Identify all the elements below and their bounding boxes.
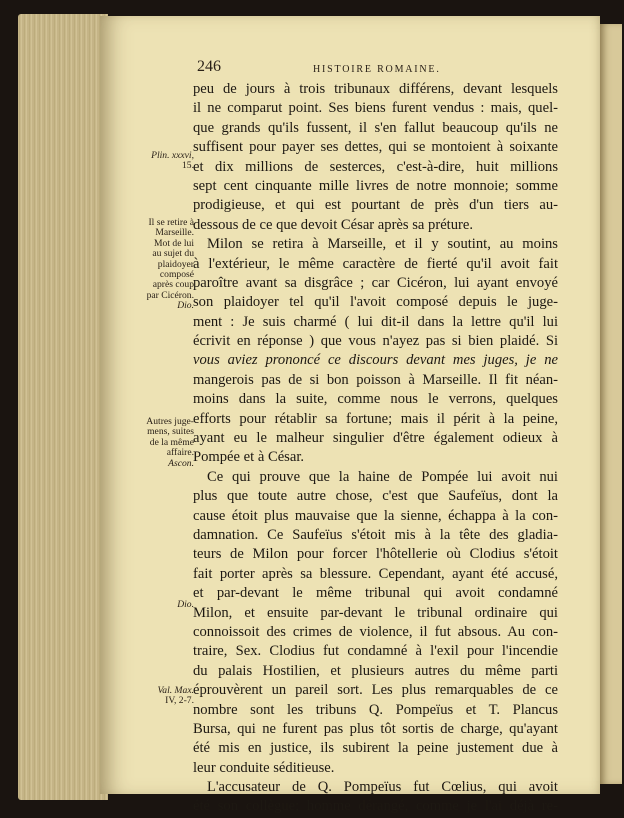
text-line: ment : Je suis charmé ( lui dit-il dans la lettre qu'il lui xyxy=(193,313,558,330)
margin-note-line: Plin. xxxvi, xyxy=(151,150,194,161)
facing-page-edge xyxy=(600,24,622,784)
text-line: été mis en justice, ils subirent la peine justement due à xyxy=(193,740,558,757)
text-line: vous aviez prononcé ce discours devant mes juges, je ne xyxy=(193,352,558,369)
text-line: Milon, et ensuite par-devant le tribunal ordinaire qui xyxy=(193,604,558,621)
margin-note-pliny xyxy=(128,151,194,172)
text-line: Ce qui prouve que la haine de Pompée lui avoit nui xyxy=(207,468,558,485)
page-number: 246 xyxy=(197,58,221,75)
text-line: paroître avant sa disgrâce ; car Cicéron, lui ayant envoyé xyxy=(193,274,558,291)
text-line: cause étoit plus mauvaise que la sienne, échappa à la con- xyxy=(193,507,558,524)
margin-note-line: de la même xyxy=(149,436,194,448)
margin-note-line: Autres juge- xyxy=(146,416,194,427)
text-line: que grands qu'ils fussent, il s'en fallut beaucoup qu'ils ne xyxy=(193,119,558,136)
margin-note-valerius xyxy=(128,686,194,707)
page-header xyxy=(197,58,557,78)
text-line: du palais Hostilien, et plusieurs autres du même parti xyxy=(193,662,558,679)
text-line: à l'extérieur, le même caractère de fierté qu'il avoit fait xyxy=(193,255,558,272)
text-line: Milon se retira à Marseille, et il y soutint, au moins xyxy=(207,236,558,253)
text-line: mangerois pas de si bon poisson à Marseille. Il fit néan- xyxy=(193,371,558,388)
text-line: son plaidoyer tel qu'il l'avoit composé depuis le juge- xyxy=(193,294,558,311)
text-line: peu de jours à trois tribunaux différens, devant lesquels xyxy=(193,81,558,97)
margin-note-line: IV, 2-7. xyxy=(165,695,194,707)
margin-note-line: Dio. xyxy=(177,300,194,312)
margin-note-line: après coup xyxy=(152,279,194,291)
text-line: plus que toute autre chose, c'est que Saufeïus, dont la xyxy=(193,488,558,505)
margin-note-line: par Cicéron. xyxy=(146,289,194,301)
text-line: leur conduite séditieuse. xyxy=(193,759,335,776)
text-line: fait porter après sa blessure. Cependant, ayant été accusé, xyxy=(193,565,558,582)
margin-note-line: Marseille. xyxy=(155,227,194,239)
text-line: nombre sont les tribuns Q. Pompeïus et T. Plancus xyxy=(193,701,558,718)
text-line: Bursa, qui ne furent pas plus tôt sortis de charge, qu'ayant xyxy=(193,720,558,737)
text-line: suffisent pour payer ses dettes, qui se montoient à soixante xyxy=(193,139,558,156)
text-line: traire, Sex. Clodius fut condamné à l'exil pour l'incendie xyxy=(193,643,558,660)
text-line: Pompée et à César. xyxy=(193,449,305,466)
margin-note-line: 15. xyxy=(182,160,194,172)
text-line: connoissoit des crimes de violence, il fut absous. Au con- xyxy=(193,623,558,640)
margin-note-line: Val. Max. xyxy=(157,685,194,696)
margin-note-line: Il se retire à xyxy=(148,217,194,228)
text-line: sept cent cinquante mille livres de notre monnoie; somme xyxy=(193,177,558,194)
text-line: L'accusateur de Q. Pompeïus fut Cœlius, qui avoit xyxy=(207,779,558,796)
text-line: été son collègue; homme dérangé, comme je l'ai déjà re- xyxy=(193,798,558,815)
margin-note-line: composé xyxy=(159,269,194,281)
margin-note-line: affaire. xyxy=(166,447,194,459)
margin-note-line: Ascon. xyxy=(168,457,194,469)
margin-note-line: Mot de lui xyxy=(154,237,194,249)
text-line: écrivit en réponse ) que vous n'ayez pas si bien plaidé. Si xyxy=(193,333,558,350)
margin-note-line: au sujet du xyxy=(152,248,194,260)
text-line: ayant eu le malheur singulier d'être également odieux à xyxy=(193,430,558,447)
margin-note-marseille xyxy=(128,218,194,312)
body-text xyxy=(193,80,558,817)
text-line: il ne comparut point. Ses biens furent vendus : mais, quel- xyxy=(193,100,558,117)
text-line: et par-devant le même tribunal qui avoit condamné xyxy=(193,585,558,602)
book-page-edges xyxy=(18,14,108,800)
margin-note-judgments xyxy=(128,417,194,469)
text-line: moins dans la suite, comme nous le verrons, quelques xyxy=(193,391,558,408)
margin-note-line: Dio. xyxy=(177,599,194,610)
text-line: damnation. Ce Saufeïus s'étoit mis à la tête des gladia- xyxy=(193,526,558,543)
text-line: dessous de ce que devoit César après sa préture. xyxy=(193,216,474,233)
margin-note-dio xyxy=(128,600,194,610)
text-line: prodigieuse, et qui est pourtant de près d'un tiers au- xyxy=(193,197,558,214)
text-line: éprouvèrent un pareil sort. Les plus remarquables de ce xyxy=(193,682,558,699)
running-head: HISTOIRE ROMAINE. xyxy=(313,64,441,75)
text-line: et dix millions de sesterces, c'est-à-dire, huit millions xyxy=(193,158,558,175)
margin-note-line: mens, suites xyxy=(147,426,194,438)
text-line: teurs de Milon pour forcer l'hôtellerie où Clodius s'étoit xyxy=(193,546,558,563)
text-line: efforts pour rétablir sa fortune; mais il périt à la peine, xyxy=(193,410,558,427)
margin-note-line: plaidoyer xyxy=(157,258,194,270)
